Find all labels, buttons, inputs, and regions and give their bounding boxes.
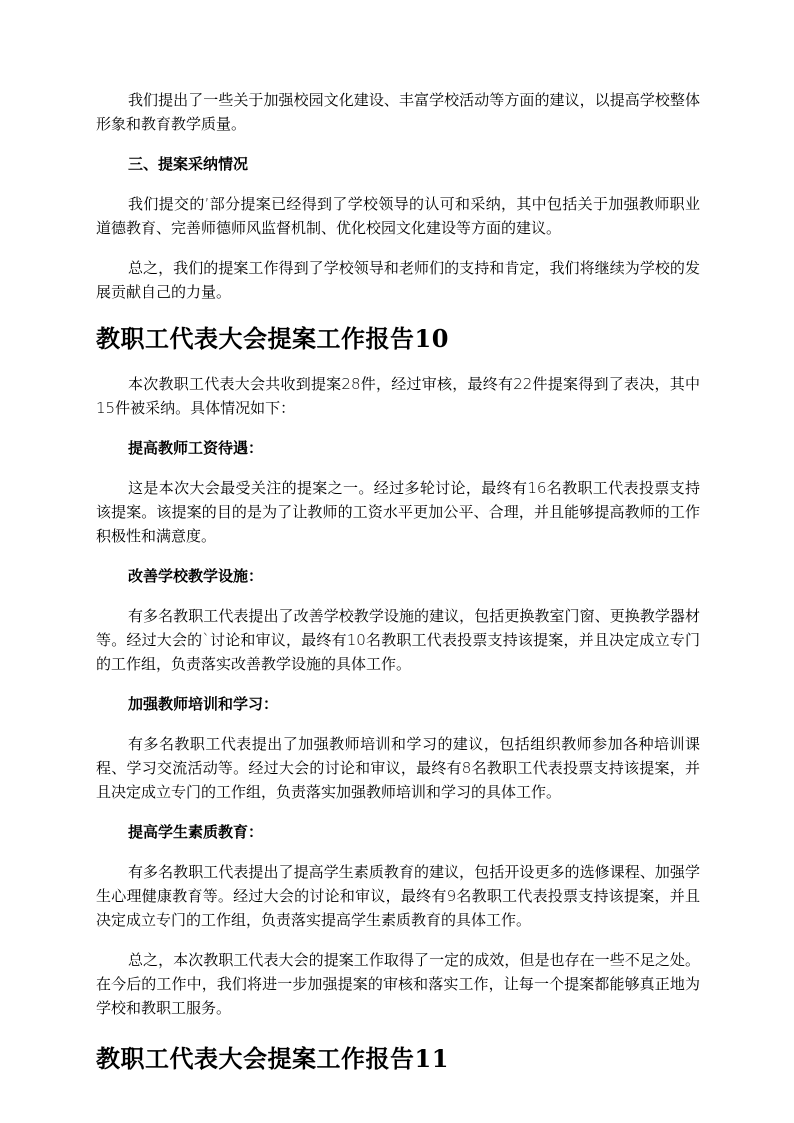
paragraph-adoption: 我们提交的’部分提案已经得到了学校领导的认可和采纳，其中包括关于加强教师职业道德教育、完善师德师风监督机制、优化校园文化建设等方面的建议。	[96, 195, 700, 237]
report-10-intro: 本次教职工代表大会共收到提案28件，经过审核，最终有22件提案得到了表决，其中15件被采纳。具体情况如下：	[96, 375, 700, 417]
document-page	[96, 88, 700, 1076]
item-heading-training: 加强教师培训和学习：	[128, 695, 279, 713]
item-text-salary: 这是本次大会最受关注的提案之一。经过多轮讨论，最终有16名教职工代表投票支持该提案。该提案的目的是为了让教师的工资水平更加公平、合理，并且能够提高教师的工作积极性和满意度。	[96, 479, 700, 545]
report-10-title: 教职工代表大会提案工作报告10	[96, 324, 449, 353]
report-11-title: 教职工代表大会提案工作报告11	[96, 1044, 449, 1073]
item-heading-salary: 提高教师工资待遇：	[128, 439, 264, 457]
item-heading-student-quality: 提高学生素质教育：	[128, 823, 264, 841]
paragraph-campus-culture: 我们提出了一些关于加强校园文化建设、丰富学校活动等方面的建议，以提高学校整体形象和教育教学质量。	[96, 91, 700, 133]
section-heading-adoption: 三、提案采纳情况	[128, 155, 249, 173]
report-10-conclusion: 总之，本次教职工代表大会的提案工作取得了一定的成效，但是也存在一些不足之处。在今后的工作中，我们将进一步加强提案的审核和落实工作，让每一个提案都能够真正地为学校和教职工服务。	[96, 951, 700, 1017]
item-heading-facilities: 改善学校教学设施：	[128, 567, 264, 585]
paragraph-summary-9: 总之，我们的提案工作得到了学校领导和老师们的支持和肯定，我们将继续为学校的发展贡献自己的力量。	[96, 259, 700, 301]
item-text-facilities: 有多名教职工代表提出了改善学校教学设施的建议，包括更换教室门窗、更换教学器材等。经过大会的`讨论和审议，最终有10名教职工代表投票支持该提案，并且决定成立专门的工作组，负责落实改善教学设施的具体工作。	[96, 607, 700, 673]
item-text-student-quality: 有多名教职工代表提出了提高学生素质教育的建议，包括开设更多的选修课程、加强学生心理健康教育等。经过大会的讨论和审议，最终有9名教职工代表投票支持该提案，并且决定成立专门的工作组，负责落实提高学生素质教育的具体工作。	[96, 863, 700, 929]
item-text-training: 有多名教职工代表提出了加强教师培训和学习的建议，包括组织教师参加各种培训课程、学习交流活动等。经过大会的讨论和审议，最终有8名教职工代表投票支持该提案，并且决定成立专门的工作组，负责落实加强教师培训和学习的具体工作。	[96, 735, 700, 801]
